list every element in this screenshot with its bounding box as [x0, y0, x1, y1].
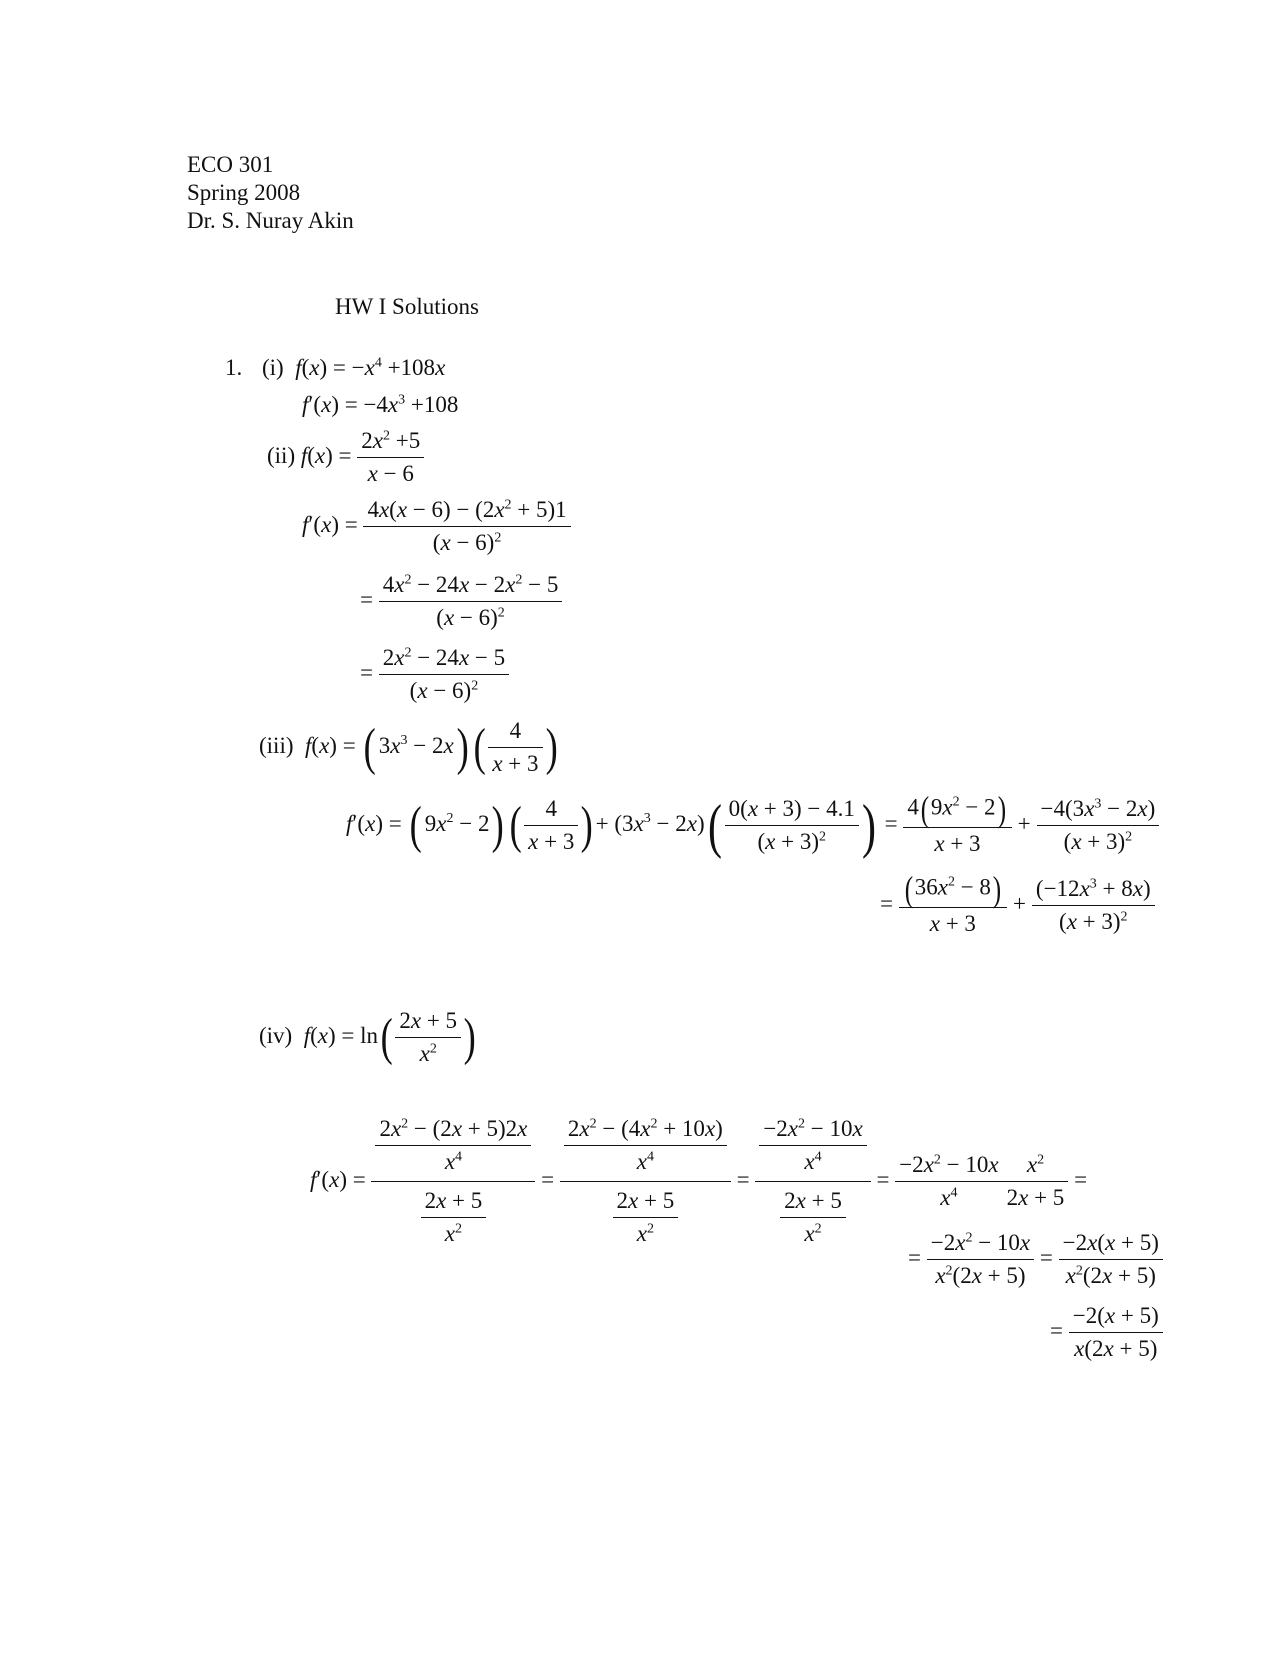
header	[187, 151, 354, 235]
part-iv-step-2: = $\frac{-2x^2 - 10x}{x^2(2x + 5)}$ = $\frac{-2x(x + 5)}{x^2(2x + 5)}$	[908, 1230, 1163, 1289]
page-title: HW I Solutions	[335, 294, 479, 319]
part-i-label: (i)	[262, 355, 284, 380]
part-ii-function: (ii) f(x) = $\frac{2x^2 +5}{x - 6}$	[267, 428, 424, 487]
part-i-function: (i) $f(x) = -x^4 +108x$	[262, 355, 446, 380]
part-iv-step-3: = $\frac{-2(x + 5)}{x(2x + 5)}$	[1050, 1303, 1163, 1362]
part-iv-label: (iv)	[259, 1022, 293, 1048]
part-i-derivative: $f'(x) = -4x^3 +108$	[302, 392, 459, 417]
part-iv-derivative: f′(x) = $\frac{\frac{2x^2 - (2x + 5)2x}{x^4}}{\frac{2x + 5}{x^2}}$ = $\frac{\frac{2x^2 - (4x^2 + 10x)}{x^4}}{\frac{2x + 5}{x^2}}$ = $\frac{\frac{-2x^2 - 10x}{x^4}}{\frac{2x + 5}{x^2}}$ = $\frac{-2x^2 - 10x}{x^4}$ $\frac{x^2}{2x + 5}$ =	[310, 1110, 1087, 1253]
part-iv-function: (iv) f(x) = ln( $\frac{2x + 5}{x^2}$ )	[259, 1008, 476, 1066]
term: Spring 2008	[187, 180, 301, 205]
part-ii-label: (ii)	[267, 442, 296, 468]
part-iii-step-2: = $\frac{(36x^2 - 8)}{x + 3}$ + $\frac{(-12x^3 + 8x)}{(x + 3)^2}$	[880, 874, 1155, 937]
part-iii-derivative: f′(x) = ( $9x^2 - 2$)( $\frac{4}{x + 3}$ ) + $(3x^3 - 2x)$( $\frac{0(x + 3) - 4.1}{(x + 3)^2}$ ) = $\frac{4(9x^2 - 2)}{x + 3}$ + $\frac{-4(3x^3 - 2x)}{(x + 3)^2}$	[346, 794, 1159, 857]
part-ii-step-2: = $\frac{4x^2 - 24x - 2x^2 - 5}{(x - 6)^2}$	[360, 572, 562, 631]
part-ii-derivative: f′(x) = $\frac{4x(x - 6) - (2x^2 + 5)1}{(x - 6)^2}$	[302, 497, 571, 556]
part-iii-function: (iii) f(x) = ( $3x^3 - 2x$)( $\frac{4}{x + 3}$ )	[259, 718, 558, 776]
course-name: ECO 301	[187, 152, 274, 177]
instructor: Dr. S. Nuray Akin	[187, 208, 354, 233]
part-ii-step-3: = $\frac{2x^2 - 24x - 5}{(x - 6)^2}$	[360, 645, 509, 704]
problem-number: 1.	[225, 355, 243, 380]
part-iii-label: (iii)	[259, 732, 294, 758]
